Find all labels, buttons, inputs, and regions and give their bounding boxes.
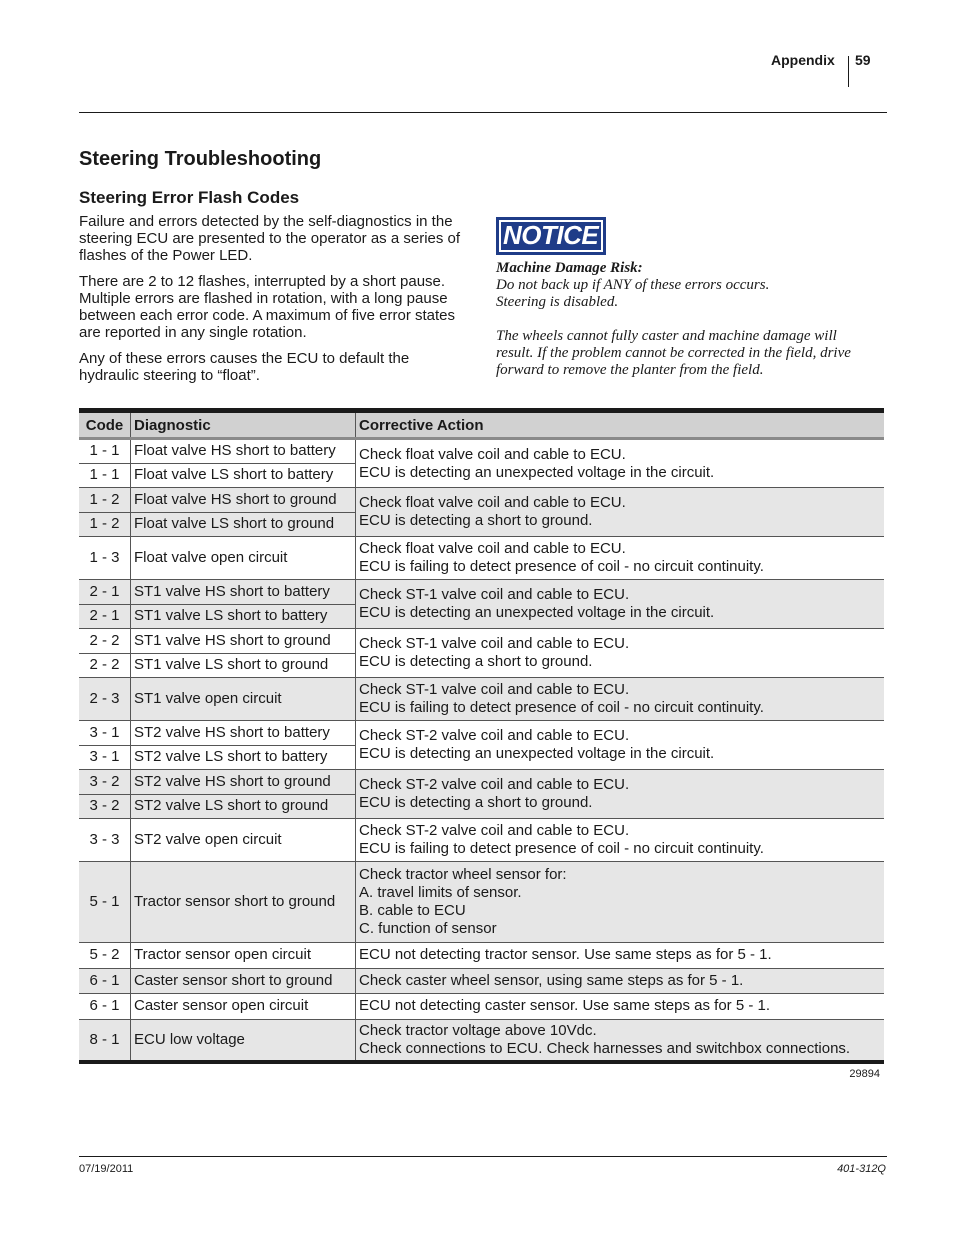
- table-row: [79, 968, 884, 994]
- corrective-action-cell: Check ST-2 valve coil and cable to ECU. ECU is detecting a short to ground.: [356, 770, 885, 819]
- corrective-action-cell: Check ST-2 valve coil and cable to ECU. ECU is failing to detect presence of coil - no circuit continuity.: [356, 819, 885, 862]
- diagnostic-cell: Float valve HS short to battery: [131, 439, 356, 464]
- code-cell: 3 - 1: [79, 721, 131, 746]
- corrective-action-cell: Check ST-1 valve coil and cable to ECU. ECU is detecting an unexpected voltage in the circuit.: [356, 580, 885, 629]
- diagnostic-cell: Float valve LS short to battery: [131, 463, 356, 488]
- running-header-section: Appendix: [771, 52, 835, 68]
- code-cell: 6 - 1: [79, 968, 131, 994]
- diagnostic-cell: ST1 valve LS short to battery: [131, 604, 356, 629]
- table-row: [79, 721, 884, 746]
- column-header-action: Corrective Action: [356, 411, 885, 439]
- code-cell: 5 - 2: [79, 943, 131, 969]
- table-row: [79, 819, 884, 862]
- table-row: [79, 770, 884, 795]
- diagnostic-cell: ST2 valve HS short to ground: [131, 770, 356, 795]
- header-rule: [79, 112, 887, 113]
- table-header-row: [79, 411, 884, 439]
- table-row: [79, 580, 884, 605]
- notice-title: Machine Damage Risk:: [496, 260, 643, 276]
- table-row: [79, 537, 884, 580]
- code-cell: 2 - 1: [79, 604, 131, 629]
- table-row: [79, 943, 884, 969]
- section-subtitle: Steering Error Flash Codes: [79, 188, 300, 207]
- corrective-action-cell: Check tractor wheel sensor for: A. travel limits of sensor. B. cable to ECU C. function of sensor: [356, 862, 885, 943]
- corrective-action-cell: Check float valve coil and cable to ECU. ECU is detecting a short to ground.: [356, 488, 885, 537]
- diagnostic-cell: ST2 valve HS short to battery: [131, 721, 356, 746]
- table-row: [79, 629, 884, 654]
- table-row: [79, 1019, 884, 1062]
- code-cell: 8 - 1: [79, 1019, 131, 1062]
- intro-text: [79, 213, 471, 393]
- diagnostic-cell: Float valve HS short to ground: [131, 488, 356, 513]
- code-cell: 3 - 1: [79, 745, 131, 770]
- footer-rule: [79, 1156, 887, 1157]
- notice-line: Steering is disabled.: [496, 294, 619, 310]
- error-code-table-body: [79, 439, 884, 1063]
- diagnostic-cell: ST2 valve LS short to battery: [131, 745, 356, 770]
- column-header-code: Code: [79, 411, 131, 439]
- diagnostic-cell: ECU low voltage: [131, 1019, 356, 1062]
- page-title: Steering Troubleshooting: [79, 148, 322, 170]
- code-cell: 3 - 3: [79, 819, 131, 862]
- table-row: [79, 678, 884, 721]
- figure-reference: 29894: [849, 1068, 880, 1080]
- error-code-table: [79, 408, 884, 1064]
- code-cell: 2 - 2: [79, 653, 131, 678]
- notice-paragraph: The wheels cannot fully caster and machine damage will result. If the problem cannot be corrected in the field, drive forward to remove the planter from the field.: [496, 328, 851, 378]
- notice-line: Do not back up if ANY of these errors occurs.: [496, 277, 770, 293]
- code-cell: 2 - 2: [79, 629, 131, 654]
- corrective-action-cell: Check ST-2 valve coil and cable to ECU. ECU is detecting an unexpected voltage in the circuit.: [356, 721, 885, 770]
- table-row: [79, 862, 884, 943]
- diagnostic-cell: Tractor sensor open circuit: [131, 943, 356, 969]
- code-cell: 1 - 1: [79, 463, 131, 488]
- diagnostic-cell: Caster sensor open circuit: [131, 994, 356, 1020]
- diagnostic-cell: ST1 valve open circuit: [131, 678, 356, 721]
- code-cell: 1 - 2: [79, 488, 131, 513]
- code-cell: 1 - 1: [79, 439, 131, 464]
- diagnostic-cell: ST1 valve LS short to ground: [131, 653, 356, 678]
- intro-paragraph: Failure and errors detected by the self-diagnostics in the steering ECU are presented to the operator as a series of flashes of the Power LED.: [79, 213, 461, 264]
- intro-paragraph: Any of these errors causes the ECU to default the hydraulic steering to “float”.: [79, 350, 410, 384]
- diagnostic-cell: ST1 valve HS short to ground: [131, 629, 356, 654]
- code-cell: 1 - 3: [79, 537, 131, 580]
- diagnostic-cell: Float valve LS short to ground: [131, 512, 356, 537]
- footer-date: 07/19/2011: [79, 1163, 134, 1175]
- code-cell: 2 - 1: [79, 580, 131, 605]
- page-number: 59: [855, 52, 871, 68]
- corrective-action-cell: Check caster wheel sensor, using same steps as for 5 - 1.: [356, 968, 885, 994]
- corrective-action-cell: Check tractor voltage above 10Vdc. Check connections to ECU. Check harnesses and switchbox connections.: [356, 1019, 885, 1062]
- diagnostic-cell: ST2 valve open circuit: [131, 819, 356, 862]
- intro-paragraph: There are 2 to 12 flashes, interrupted by a short pause. Multiple errors are flashed in rotation, with a long pause between each error code. A maximum of five error states are reported in any single rotation.: [79, 273, 456, 341]
- diagnostic-cell: ST2 valve LS short to ground: [131, 794, 356, 819]
- corrective-action-cell: ECU not detecting caster sensor. Use same steps as for 5 - 1.: [356, 994, 885, 1020]
- code-cell: 3 - 2: [79, 770, 131, 795]
- notice-badge: NOTICE: [496, 217, 606, 255]
- column-header-diagnostic: Diagnostic: [131, 411, 356, 439]
- header-separator: [848, 56, 849, 87]
- table-row: [79, 439, 884, 464]
- footer-doc-number: 401-312Q: [837, 1163, 886, 1175]
- code-cell: 6 - 1: [79, 994, 131, 1020]
- diagnostic-cell: Caster sensor short to ground: [131, 968, 356, 994]
- notice-box: [496, 217, 876, 379]
- code-cell: 5 - 1: [79, 862, 131, 943]
- table-row: [79, 994, 884, 1020]
- corrective-action-cell: Check ST-1 valve coil and cable to ECU. ECU is failing to detect presence of coil - no circuit continuity.: [356, 678, 885, 721]
- diagnostic-cell: Tractor sensor short to ground: [131, 862, 356, 943]
- corrective-action-cell: Check float valve coil and cable to ECU. ECU is failing to detect presence of coil - no circuit continuity.: [356, 537, 885, 580]
- table-row: [79, 488, 884, 513]
- code-cell: 3 - 2: [79, 794, 131, 819]
- diagnostic-cell: Float valve open circuit: [131, 537, 356, 580]
- notice-text: [496, 260, 876, 379]
- code-cell: 2 - 3: [79, 678, 131, 721]
- corrective-action-cell: ECU not detecting tractor sensor. Use same steps as for 5 - 1.: [356, 943, 885, 969]
- corrective-action-cell: Check ST-1 valve coil and cable to ECU. ECU is detecting a short to ground.: [356, 629, 885, 678]
- code-cell: 1 - 2: [79, 512, 131, 537]
- diagnostic-cell: ST1 valve HS short to battery: [131, 580, 356, 605]
- corrective-action-cell: Check float valve coil and cable to ECU. ECU is detecting an unexpected voltage in the circuit.: [356, 439, 885, 488]
